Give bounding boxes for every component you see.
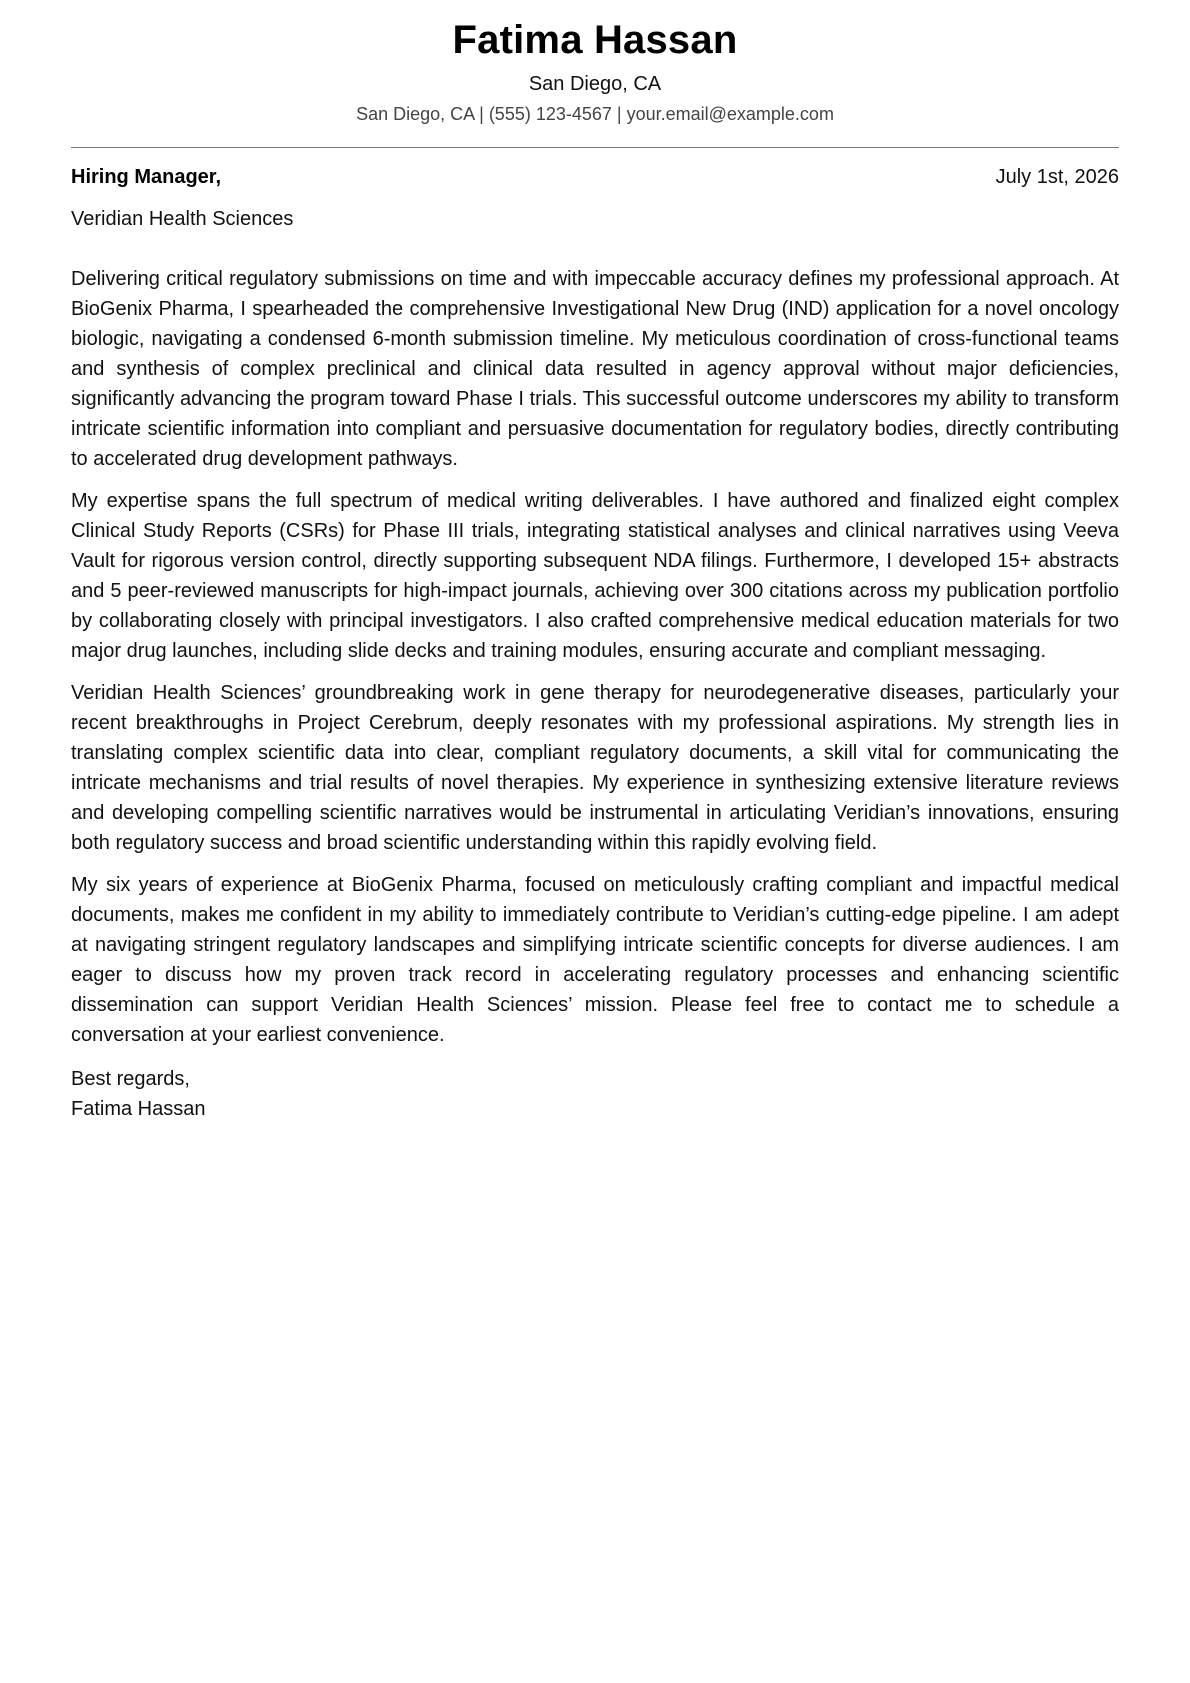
body-paragraph: Delivering critical regulatory submissions on time and with impeccable accuracy defines my professional approach. At BioGenix Pharma, I spearheaded the comprehensive Investigational New Drug (IND) application for a novel oncology biologic, navigating a condensed 6-month submission timeline. My meticulous coordination of cross-functional teams and synthesis of complex preclinical and clinical data resulted in agency approval without major deficiencies, significantly advancing the program toward Phase I trials. This successful outcome underscores my ability to transform intricate scientific information into compliant and persuasive documentation for regulatory bodies, directly contributing to accelerated drug development pathways. [71, 268, 1119, 470]
body-paragraph: Veridian Health Sciences’ groundbreaking work in gene therapy for neurodegenerative diseases, particularly your recent breakthroughs in Project Cerebrum, deeply resonates with my professional aspirations. My strength lies in translating complex scientific data into clear, compliant regulatory documents, a skill vital for communicating the intricate mechanisms and trial results of novel therapies. My experience in synthesizing extensive literature reviews and developing compelling scientific narratives would be instrumental in articulating Veridian’s innovations, ensuring both regulatory success and broad scientific understanding within this rapidly evolving field. [71, 682, 1119, 854]
applicant-name: Fatima Hassan [452, 18, 738, 62]
letter-date: July 1st, 2026 [995, 166, 1119, 188]
letter-closing [71, 1064, 1119, 1124]
closing-phrase: Best regards, [71, 1068, 190, 1090]
header-divider [71, 147, 1119, 148]
applicant-location: San Diego, CA [528, 73, 662, 95]
body-paragraph: My expertise spans the full spectrum of medical writing deliverables. I have authored and finalized eight complex Clinical Study Reports (CSRs) for Phase III trials, integrating statistical analyses and clinical narratives using Veeva Vault for rigorous version control, directly supporting subsequent NDA filings. Furthermore, I developed 15+ abstracts and 5 peer-reviewed manuscripts for high-impact journals, achieving over 300 citations across my publication portfolio by collaborating closely with principal investigators. I also crafted comprehensive medical education materials for two major drug launches, including slide decks and training modules, ensuring accurate and compliant messaging. [71, 490, 1119, 662]
letter-body [71, 264, 1119, 1050]
letter-header [71, 0, 1119, 127]
applicant-contact-line: San Diego, CA | (555) 123-4567 | your.email@example.com [356, 104, 834, 124]
body-paragraph: My six years of experience at BioGenix Pharma, focused on meticulously crafting compliant and impactful medical documents, makes me confident in my ability to immediately contribute to Veridian’s cutting-edge pipeline. I am adept at navigating stringent regulatory landscapes and simplifying intricate scientific concepts for diverse audiences. I am eager to discuss how my proven track record in accelerating regulatory processes and enhancing scientific dissemination can support Veridian Health Sciences’ mission. Please feel free to contact me to schedule a conversation at your earliest convenience. [71, 874, 1119, 1046]
recipient-salutation: Hiring Manager, [71, 166, 222, 188]
recipient-company: Veridian Health Sciences [71, 208, 294, 230]
salutation-date-row [71, 162, 1119, 192]
signature-name: Fatima Hassan [71, 1098, 206, 1120]
